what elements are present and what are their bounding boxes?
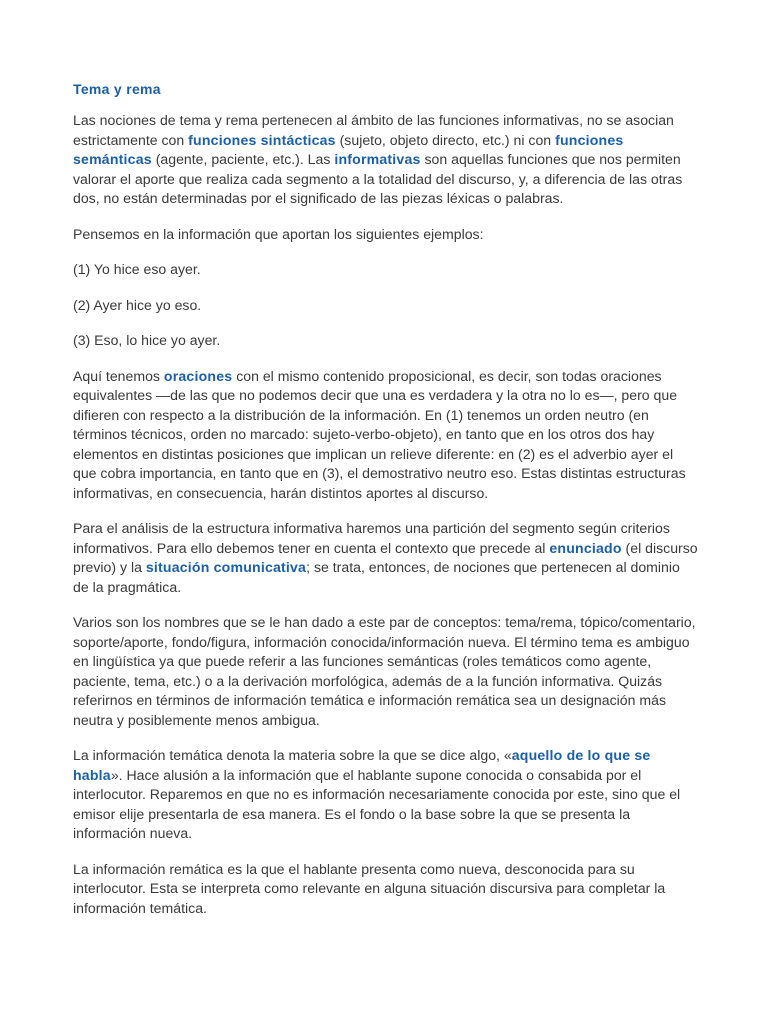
link-funciones-sintacticas[interactable]: funciones sintácticas bbox=[188, 131, 336, 148]
link-funciones-semanticas[interactable]: funciones semánticas bbox=[73, 131, 624, 167]
section-title: Tema y rema bbox=[73, 81, 161, 97]
example-1: (1) Yo hice eso ayer. bbox=[73, 261, 201, 277]
paragraph-oraciones bbox=[73, 367, 698, 504]
text-run: (agente, paciente, etc.). Las bbox=[151, 151, 335, 167]
text-run: La información temática denota la materia sobre la que se dice algo, « bbox=[73, 747, 512, 763]
text-run: Para el análisis de la estructura informativa haremos una partición del segmento según criterios informativos. Para ello debemos tener en cuenta el contexto que precede al bbox=[73, 520, 670, 556]
text-run: ; se trata, entonces, de nociones que pertenecen al dominio de la pragmática. bbox=[73, 559, 680, 595]
link-aquello-de-lo-que-se-habla[interactable]: aquello de lo que se habla bbox=[73, 747, 651, 783]
example-2: (2) Ayer hice yo eso. bbox=[73, 296, 202, 313]
text-run: son aquellas funciones que nos permiten valorar el aporte que realiza cada segmento a la totalidad del discurso, y, a diferencia de las otras dos, no están determinadas por el significado de las piezas léxicas o palabras. bbox=[73, 151, 683, 206]
link-oraciones[interactable]: oraciones bbox=[163, 367, 233, 384]
text-run: ». Hace alusión a la información que el hablante supone conocida o consabida por el interlocutor. Reparemos en que no es información necesariamente conocida por este, sino que el emisor elije presentarla de esa manera. Es el fondo o la base sobre la que se presenta la información nueva. bbox=[73, 766, 681, 841]
text-run: Aquí tenemos bbox=[73, 367, 164, 384]
paragraph-nombres: Varios son los nombres que se le han dado a este par de conceptos: tema/rema, tópico/comentario, soporte/aporte, fondo/figura, información conocida/información nueva. El término tema es ambiguo en lingüística ya que puede referir a las funciones semánticas (roles temáticos como agente, paciente, tema, etc.) o a la derivación morfológica, además de a la función informativa. Quizás referirnos en términos de información temática e información remática sea un designación más neutra y posiblemente menos ambigua. bbox=[73, 614, 696, 728]
text-run: (el discurso previo) y la bbox=[73, 539, 698, 575]
paragraph-tematica bbox=[73, 746, 698, 844]
paragraph-intro bbox=[73, 111, 698, 209]
paragraph-analisis bbox=[73, 519, 698, 597]
example-3: (3) Eso, lo hice yo ayer. bbox=[73, 332, 221, 348]
text-run: con el mismo contenido proposicional, es decir, son todas oraciones equivalentes —de las que no podemos decir que una es verdadera y la otra no lo es—, pero que difieren con respecto a la distribución de la información. En (1) tenemos un orden neutro (en términos técnicos, orden no marcado: sujeto-verbo-objeto), en tanto que en los otros dos hay elementos en distintas posiciones que implican un relieve diferente: en (2) es el adverbio ayer el que cobra importancia, en tanto que en (3), el demostrativo neutro eso. Estas distintas estructuras informativas, en consecuencia, harán distintos aportes al discurso. bbox=[73, 367, 686, 501]
text-run: Las nociones de tema y rema pertenecen al ámbito de las funciones informativas, no se asocian estrictamente con bbox=[73, 112, 674, 148]
link-situacion-comunicativa[interactable]: situación comunicativa bbox=[145, 559, 307, 575]
text-run: (sujeto, objeto directo, etc.) ni con bbox=[335, 131, 556, 148]
link-enunciado[interactable]: enunciado bbox=[549, 539, 622, 556]
link-informativas[interactable]: informativas bbox=[334, 151, 421, 167]
paragraph-examples-intro: Pensemos en la información que aportan los siguientes ejemplos: bbox=[73, 225, 484, 242]
paragraph-rematica: La información remática es la que el hablante presenta como nueva, desconocida para su interlocutor. Esta se interpreta como relevante en alguna situación discursiva para completar la información temática. bbox=[73, 860, 666, 916]
